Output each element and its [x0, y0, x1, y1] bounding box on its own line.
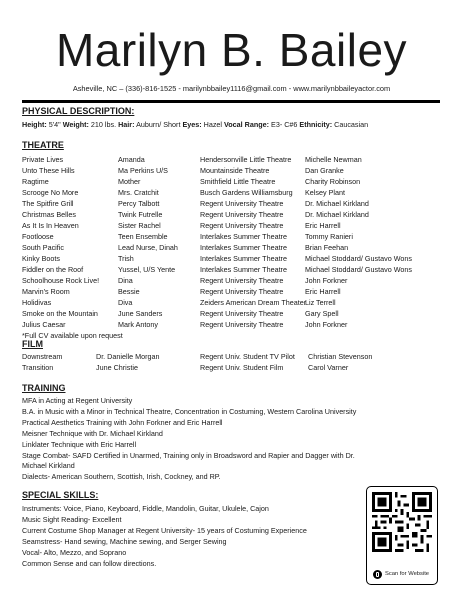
theatre-row — [0, 276, 463, 287]
training-line: Dialects- American Southern, Scottish, Irish, Cockney, and RP. — [22, 472, 221, 481]
role: Sister Rachel — [118, 221, 161, 230]
eyes-label: Eyes: — [182, 120, 202, 129]
role: Amanda — [118, 155, 145, 164]
theatre-row — [0, 232, 463, 243]
show-title: Julius Caesar — [22, 320, 66, 329]
theatre-row — [0, 320, 463, 331]
theatre-row — [0, 265, 463, 276]
theatre-row — [0, 210, 463, 221]
director: Eric Harrell — [305, 287, 341, 296]
show-title: Schoolhouse Rock Live! — [22, 276, 100, 285]
venue: Regent University Theatre — [200, 210, 284, 219]
theatre-row — [0, 155, 463, 166]
show-title: Holidivas — [22, 298, 52, 307]
venue: Smithfield Little Theatre — [200, 177, 276, 186]
training-line: Meisner Technique with Dr. Michael Kirkland — [22, 429, 163, 438]
venue: Busch Gardens Williamsburg — [200, 188, 293, 197]
skills-line: Music Sight Reading- Excellent — [22, 515, 122, 524]
skills-line: Common Sense and can follow directions. — [22, 559, 157, 568]
director: Michelle Newman — [305, 155, 362, 164]
training-line: B.A. in Music with a Minor in Technical Theatre, Concentration in Costuming, Western Carolina University — [22, 407, 357, 416]
training-line: Stage Combat- SAFD Certified in Unarmed, Training only in Broadsword and Rapier and Dagger with Dr. — [22, 451, 355, 460]
phone-icon — [373, 570, 382, 579]
role: Mother — [118, 177, 141, 186]
show-title: Smoke on the Mountain — [22, 309, 98, 318]
qr-code-icon — [372, 492, 432, 552]
director: Tommy Ranieri — [305, 232, 353, 241]
film-row — [0, 363, 463, 374]
role: Teen Ensemble — [118, 232, 168, 241]
vocal-label: Vocal Range: — [224, 120, 270, 129]
show-title: As It Is In Heaven — [22, 221, 79, 230]
role: Percy Talbott — [118, 199, 160, 208]
theatre-row — [0, 166, 463, 177]
role: Diva — [118, 298, 133, 307]
venue: Regent University Theatre — [200, 221, 284, 230]
director: Dan Granke — [305, 166, 344, 175]
show-title: Footloose — [22, 232, 54, 241]
height-label: Height: — [22, 120, 47, 129]
show-title: Marvin's Room — [22, 287, 70, 296]
skills-line: Vocal- Alto, Mezzo, and Soprano — [22, 548, 127, 557]
director: Kelsey Plant — [305, 188, 345, 197]
film-title: Transition — [22, 363, 54, 372]
qr-scan-label: Scan for Website — [385, 571, 430, 577]
actor-name: Marilyn B. Bailey — [55, 24, 408, 76]
production: Regent Univ. Student TV Pilot — [200, 352, 295, 361]
film-heading: FILM — [22, 339, 43, 349]
show-title: Private Lives — [22, 155, 64, 164]
physical-heading: PHYSICAL DESCRIPTION: — [22, 106, 135, 116]
theatre-row — [0, 188, 463, 199]
director: Liz Terrell — [305, 298, 336, 307]
venue: Zeiders American Dream Theater — [200, 298, 307, 307]
theatre-row — [0, 221, 463, 232]
director: Christian Stevenson — [308, 352, 373, 361]
weight-label: Weight: — [62, 120, 89, 129]
venue: Regent University Theatre — [200, 287, 284, 296]
venue: Mountainside Theatre — [200, 166, 270, 175]
show-title: South Pacific — [22, 243, 64, 252]
role: Mark Antony — [118, 320, 158, 329]
ethnicity-value: Caucasian — [334, 120, 369, 129]
venue: Regent University Theatre — [200, 320, 284, 329]
role: Lead Nurse, Dinah — [118, 243, 178, 252]
physical-line — [22, 120, 368, 129]
venue: Regent University Theatre — [200, 199, 284, 208]
training-line: Practical Aesthetics Training with John Forkner and Eric Harrell — [22, 418, 223, 427]
role: Bessie — [118, 287, 140, 296]
theatre-row — [0, 177, 463, 188]
theatre-row — [0, 254, 463, 265]
height-value: 5'4" — [48, 120, 61, 129]
show-title: Fiddler on the Roof — [22, 265, 84, 274]
hair-label: Hair: — [118, 120, 135, 129]
show-title: The Spitfire Grill — [22, 199, 74, 208]
theatre-row — [0, 287, 463, 298]
director: John Forkner — [305, 276, 348, 285]
production: Regent Univ. Student Film — [200, 363, 284, 372]
director: Michael Stoddard/ Gustavo Wons — [305, 254, 412, 263]
venue: Interlakes Summer Theatre — [200, 254, 287, 263]
director: Brian Feehan — [305, 243, 349, 252]
theatre-row — [0, 199, 463, 210]
show-title: Scrooge No More — [22, 188, 79, 197]
role: Mrs. Cratchit — [118, 188, 159, 197]
director: Eric Harrell — [305, 221, 341, 230]
skills-line: Current Costume Shop Manager at Regent University- 15 years of Costuming Experience — [22, 526, 307, 535]
venue: Interlakes Summer Theatre — [200, 232, 287, 241]
role: June Sanders — [118, 309, 163, 318]
ethnicity-label: Ethnicity: — [299, 120, 333, 129]
director: John Forkner — [305, 320, 348, 329]
header-rule — [22, 100, 440, 103]
director: Gary Spell — [305, 309, 339, 318]
training-line: Linklater Technique with Eric Harrell — [22, 440, 137, 449]
venue: Regent University Theatre — [200, 309, 284, 318]
website-qr-code[interactable] — [366, 486, 438, 585]
role: Dr. Danielle Morgan — [96, 352, 160, 361]
director: Michael Stoddard/ Gustavo Wons — [305, 265, 412, 274]
director: Charity Robinson — [305, 177, 361, 186]
skills-heading: SPECIAL SKILLS: — [22, 490, 99, 500]
hair-value: Auburn/ Short — [136, 120, 181, 129]
role: Trish — [118, 254, 134, 263]
role: June Christie — [96, 363, 138, 372]
contact-line: Asheville, NC – (336)-816-1525 - marilynbbailey1116@gmail.com - www.marilynbbaileyactor.com — [72, 84, 391, 93]
eyes-value: Hazel — [203, 120, 223, 129]
director: Dr. Michael Kirkland — [305, 210, 369, 219]
role: Twink Futrelle — [118, 210, 163, 219]
film-title: Downstream — [22, 352, 63, 361]
theatre-note: *Full CV available upon request — [22, 331, 123, 340]
weight-value: 210 lbs. — [90, 120, 117, 129]
theatre-row — [0, 309, 463, 320]
show-title: Kinky Boots — [22, 254, 60, 263]
film-row — [0, 352, 463, 363]
skills-line: Seamstress- Hand sewing, Machine sewing, and Serger Sewing — [22, 537, 227, 546]
role: Ma Perkins U/S — [118, 166, 168, 175]
theatre-heading: THEATRE — [22, 140, 64, 150]
training-line: MFA in Acting at Regent University — [22, 396, 133, 405]
skills-line: Instruments: Voice, Piano, Keyboard, Fiddle, Mandolin, Guitar, Ukulele, Cajon — [22, 504, 269, 513]
role: Yussel, U/S Yente — [118, 265, 176, 274]
show-title: Ragtime — [22, 177, 49, 186]
show-title: Unto These Hills — [22, 166, 75, 175]
venue: Interlakes Summer Theatre — [200, 243, 287, 252]
role: Dina — [118, 276, 133, 285]
director: Dr. Michael Kirkland — [305, 199, 369, 208]
venue: Hendersonville Little Theatre — [200, 155, 292, 164]
theatre-row — [0, 243, 463, 254]
vocal-value: E3- C#6 — [271, 120, 298, 129]
show-title: Christmas Belles — [22, 210, 76, 219]
director: Carol Varner — [308, 363, 349, 372]
training-heading: TRAINING — [22, 383, 66, 393]
venue: Interlakes Summer Theatre — [200, 265, 287, 274]
training-line: Michael Kirkland — [22, 461, 75, 470]
venue: Regent University Theatre — [200, 276, 284, 285]
theatre-row — [0, 298, 463, 309]
